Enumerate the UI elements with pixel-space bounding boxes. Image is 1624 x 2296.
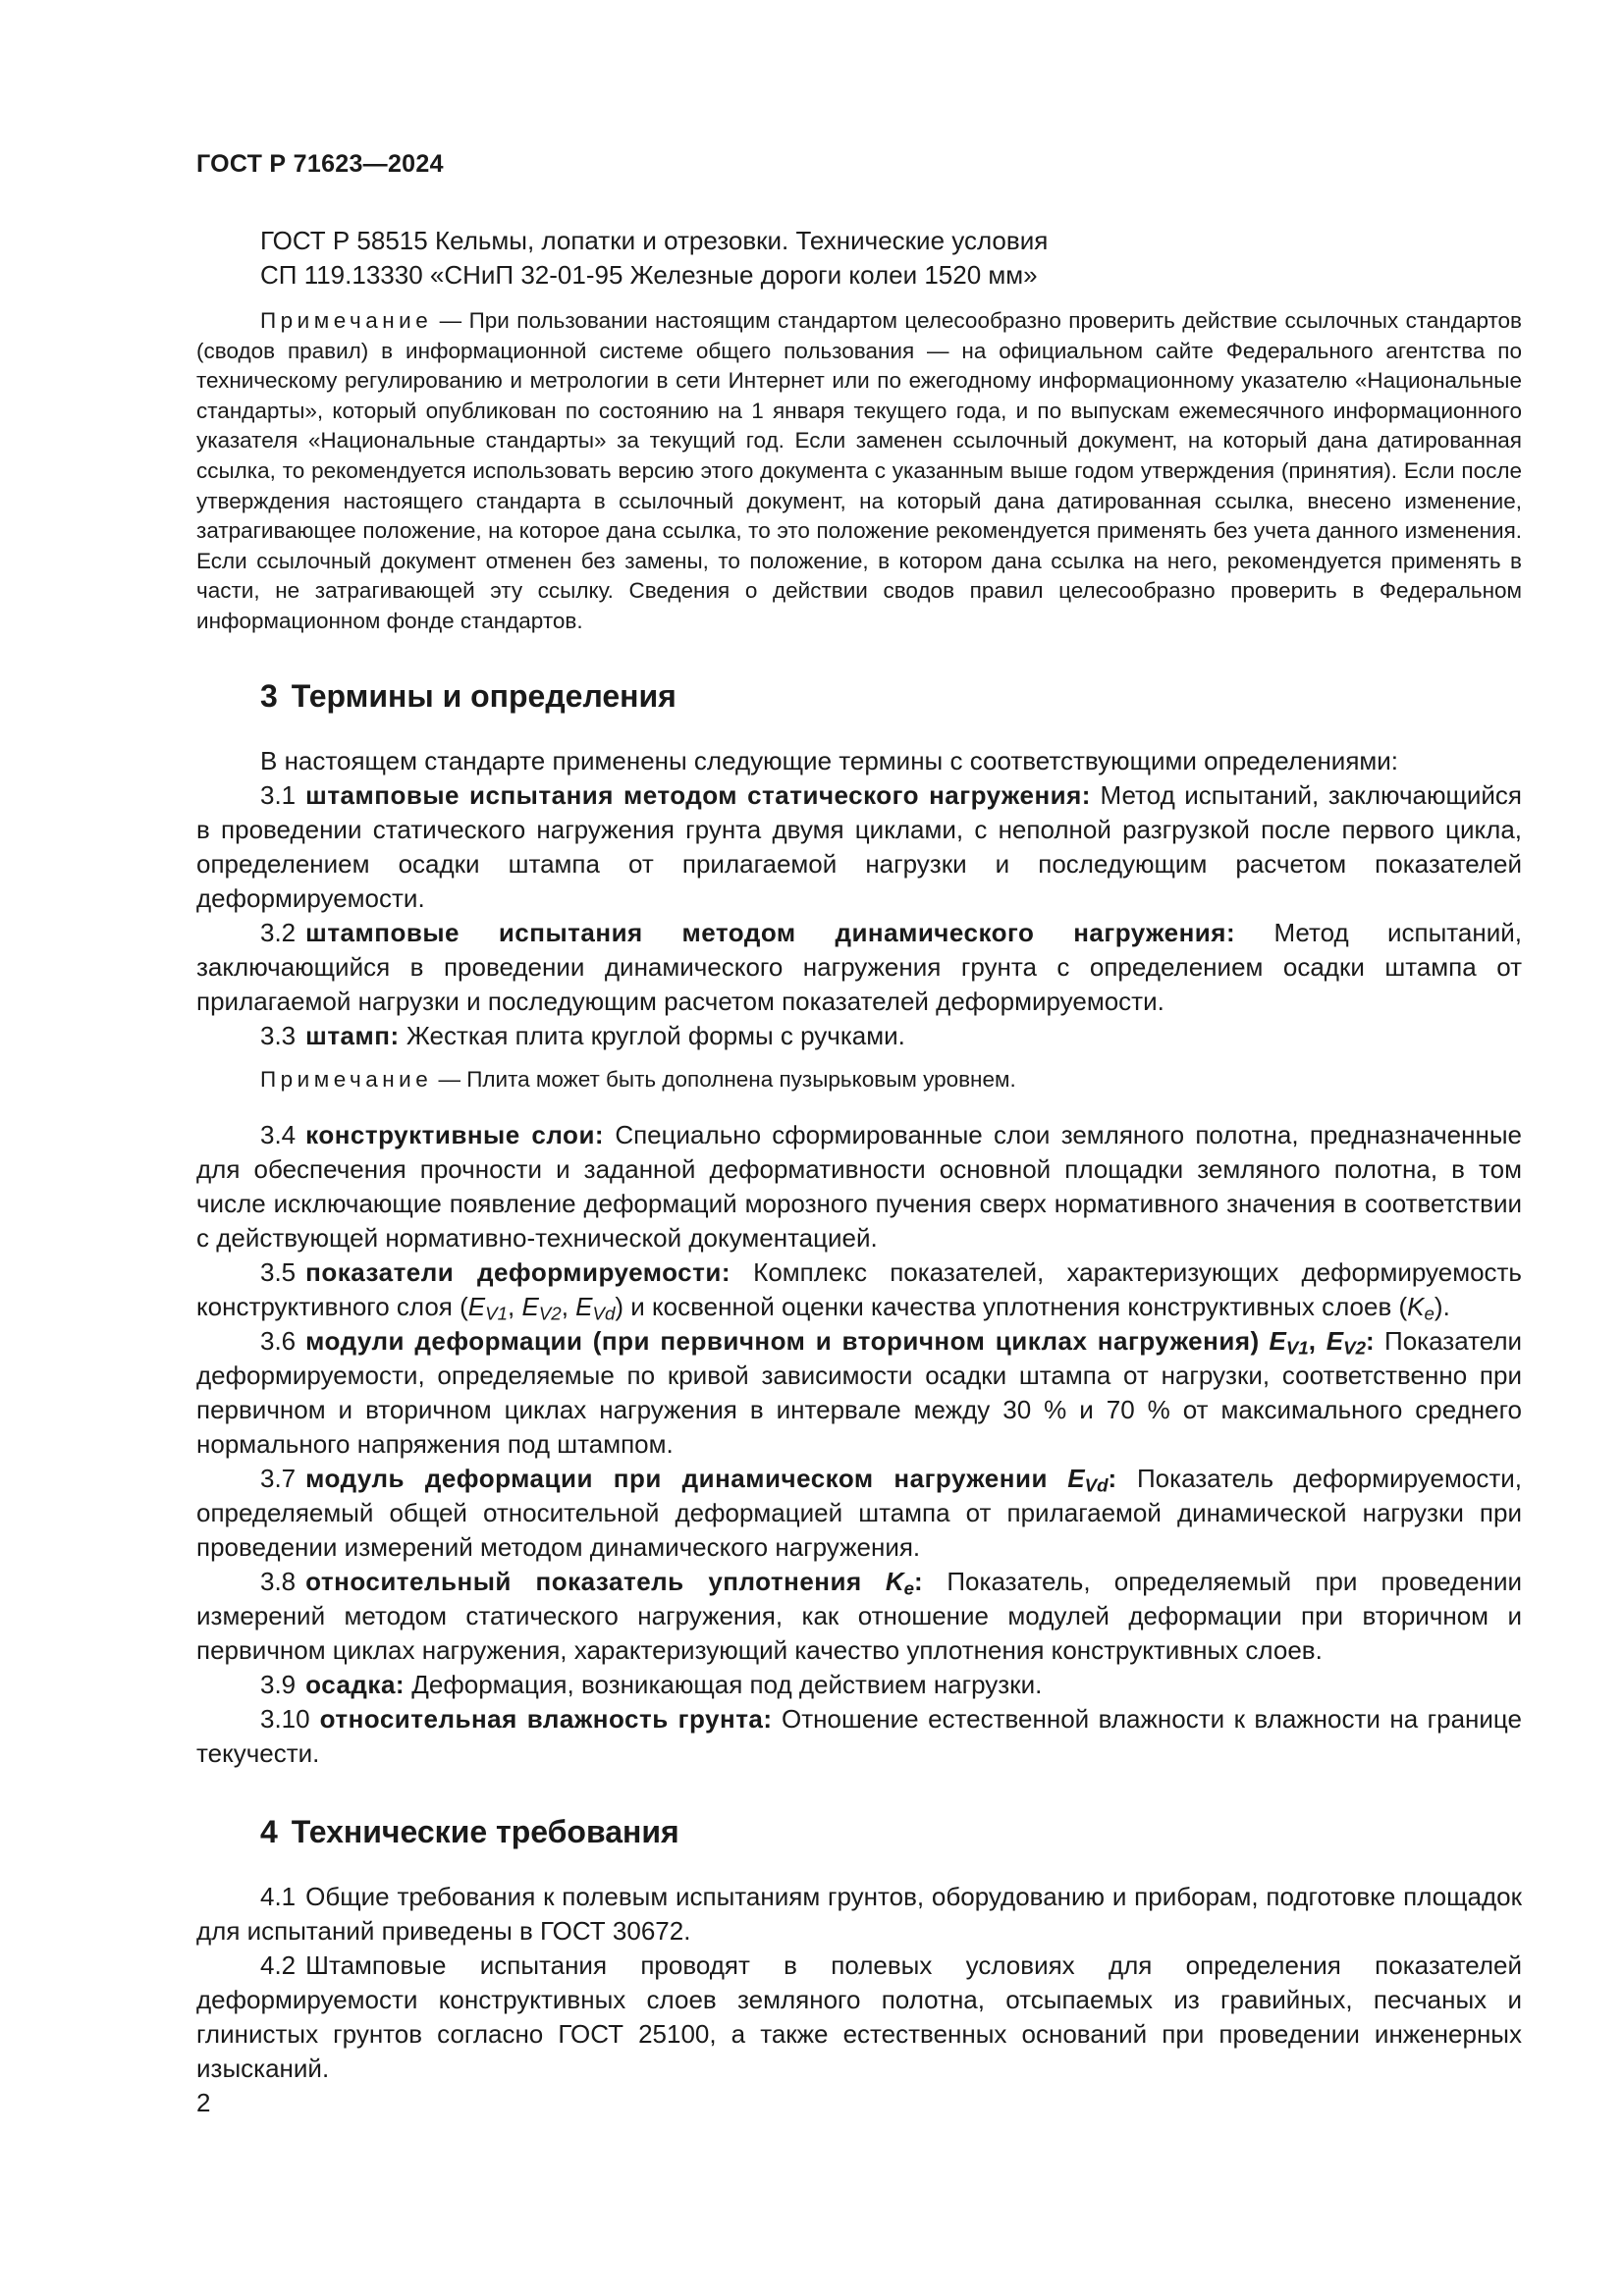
term-name: относительная влажность грунта: (319, 1703, 773, 1734)
note-text: — При пользовании настоящим стандартом целесообразно проверить действие ссылочных стандартов (сводов правил) в информационной системе общего пользования — на официальном сайте Федерального агентства по техническому регулированию и метрологии в сети Интернет или по ежегодному информационному указателю «Национальные стандарты», который опубликован по состоянию на 1 января текущего года, и по выпускам ежемесячного информационного указателя «Национальные стандарты» за текущий год. Если заменен ссылочный документ, на который дана датированная ссылка, то рекомендуется использовать версию этого документа с указанным выше годом утверждения (принятия). Если после утверждения настоящего стандарта в ссылочный документ, на который дана датированная ссылка, внесено изменение, затрагивающее положение, на которое дана ссылка, то это положение рекомендуется применять без учета данного изменения. Если ссылочный документ отменен без замены, то положение, в котором дана ссылка на него, рекомендуется применять в части, не затрагивающей эту ссылку. Сведения о действии сводов правил целесообразно проверить в Федеральном информационном фонде стандартов. (196, 308, 1522, 633)
symbol-evd: $E_{Vd}$ (575, 1291, 616, 1324)
section-intro: В настоящем стандарте применены следующие термины с соответствующими определениями: (260, 745, 1399, 775)
symbol-ke: $K_e$ (1407, 1291, 1435, 1324)
reference-item: ГОСТ Р 58515 Кельмы, лопатки и отрезовки. Технические условия (260, 226, 1049, 255)
term-definition: 3.10 относительная влажность грунта: Отношение естественной влажности к влажности на границе текучести. (196, 1703, 1522, 1768)
term-definition: 3.8 относительный показатель уплотнения $K_e$: Показатель, определяемый при проведении измерений методом статического нагружения, как отношение модулей деформации при вторичном и первичном циклах нагружения, характеризующий качество уплотнения конструктивных слоев. (196, 1566, 1523, 1665)
term-definition: 3.4 конструктивные слои: Специально сформированные слои земляного полотна, предназначенные для обеспечения прочности и заданной деформативности основной площадки земляного полотна, в том числе исключающие появление деформаций морозного пучения сверх нормативного значения в соответствии с действующей нормативно-технической документацией. (196, 1119, 1522, 1253)
term-definition: 3.2 штамповые испытания методом динамического нагружения: Метод испытаний, заключающийся в проведении динамического нагружения грунта с определением осадки штампа от прилагаемой нагрузки и последующим расчетом показателей деформируемости. (196, 917, 1522, 1016)
document-code: ГОСТ Р 71623—2024 (196, 150, 444, 178)
term-name: модули деформации (при первичном и вторичном циклах нагружения) (305, 1325, 1260, 1356)
symbol-ev1: $E_{V1}$ (467, 1291, 509, 1324)
term-name: штамповые испытания методом динамического нагружения: (305, 917, 1236, 947)
note-label: Примечание (260, 1066, 433, 1092)
term-name: осадка: (305, 1669, 406, 1699)
page-content (196, 224, 1522, 2086)
section-title: Технические требования (291, 1813, 679, 1849)
term-name: штамп: (305, 1020, 400, 1050)
term-name: модуль деформации при динамическом нагружении (305, 1463, 1048, 1493)
term-name: штамповые испытания методом статического нагружения: (305, 779, 1091, 810)
term-definition: 3.9 осадка: Деформация, возникающая под действием нагрузки. (260, 1669, 1043, 1699)
symbol-evd: $E_{Vd}$ (1067, 1463, 1109, 1496)
note-references (196, 306, 1522, 637)
note-label: Примечание (260, 308, 433, 333)
term-definition: 3.1 штамповые испытания методом статического нагружения: Метод испытаний, заключающийся в проведении статического нагружения грунта двумя циклами, с неполной разгрузкой после первого цикла, определением осадки штампа от прилагаемой нагрузки и последующим расчетом показателей деформируемости. (196, 779, 1522, 913)
symbol-ev2: $E_{V2}$ (1326, 1325, 1367, 1359)
requirement-paragraph: 4.2 Штамповые испытания проводят в полевых условиях для определения показателей деформируемости конструктивных слоев земляного полотна, отсыпаемых из гравийных, песчаных и глинистых грунтов согласно ГОСТ 25100, а также естественных оснований при проведении инженерных изысканий. (196, 1949, 1522, 2083)
term-definition: 3.3 штамп: Жесткая плита круглой формы с ручками. (260, 1020, 905, 1050)
symbol-ev2: $E_{V2}$ (521, 1291, 562, 1324)
reference-item: СП 119.13330 «СНиП 32-01-95 Железные дороги колеи 1520 мм» (260, 260, 1038, 290)
note-stamp (196, 1065, 1522, 1095)
term-name: показатели деформируемости: (305, 1256, 731, 1287)
term-name: конструктивные слои: (305, 1119, 605, 1149)
section-heading-3 (196, 678, 1522, 715)
term-name: относительный показатель уплотнения (305, 1566, 862, 1596)
requirement-paragraph: 4.1 Общие требования к полевым испытаниям грунтов, оборудованию и приборам, подготовке площадок для испытаний приведены в ГОСТ 30672. (196, 1881, 1522, 1946)
term-definition: 3.6 модули деформации (при первичном и вторичном циклах нагружения) $E_{V1}$, $E_{V2}$: Показатели деформируемости, определяемые по кривой зависимости осадки штампа от нагрузки, соответственно при первичном и вторичном циклах нагружения в интервале между 30 % и 70 % от максимального среднего нормального напряжения под штампом. (196, 1325, 1523, 1459)
symbol-ev1: $E_{V1}$ (1269, 1325, 1309, 1359)
term-definition: 3.7 модуль деформации при динамическом нагружении $E_{Vd}$: Показатель деформируемости, определяемый общей относительной деформацией штампа от прилагаемой динамической нагрузки при проведении измерений методом динамического нагружения. (196, 1463, 1522, 1562)
section-heading-4 (196, 1814, 1522, 1850)
section-number: 4 (260, 1813, 278, 1849)
section-title: Термины и определения (291, 677, 677, 714)
note-text: — Плита может быть дополнена пузырьковым уровнем. (432, 1066, 1016, 1092)
term-definition: 3.5 показатели деформируемости: Комплекс показателей, характеризующих деформируемость конструктивного слоя ($E_{V1}$, $E_{V2}$, $E_{Vd}$) и косвенной оценки качества уплотнения конструктивных слоев $(K_e)$. (196, 1256, 1522, 1324)
page-number: 2 (196, 2088, 211, 2117)
symbol-ke: $K_e$ (885, 1566, 915, 1599)
section-number: 3 (260, 677, 278, 714)
